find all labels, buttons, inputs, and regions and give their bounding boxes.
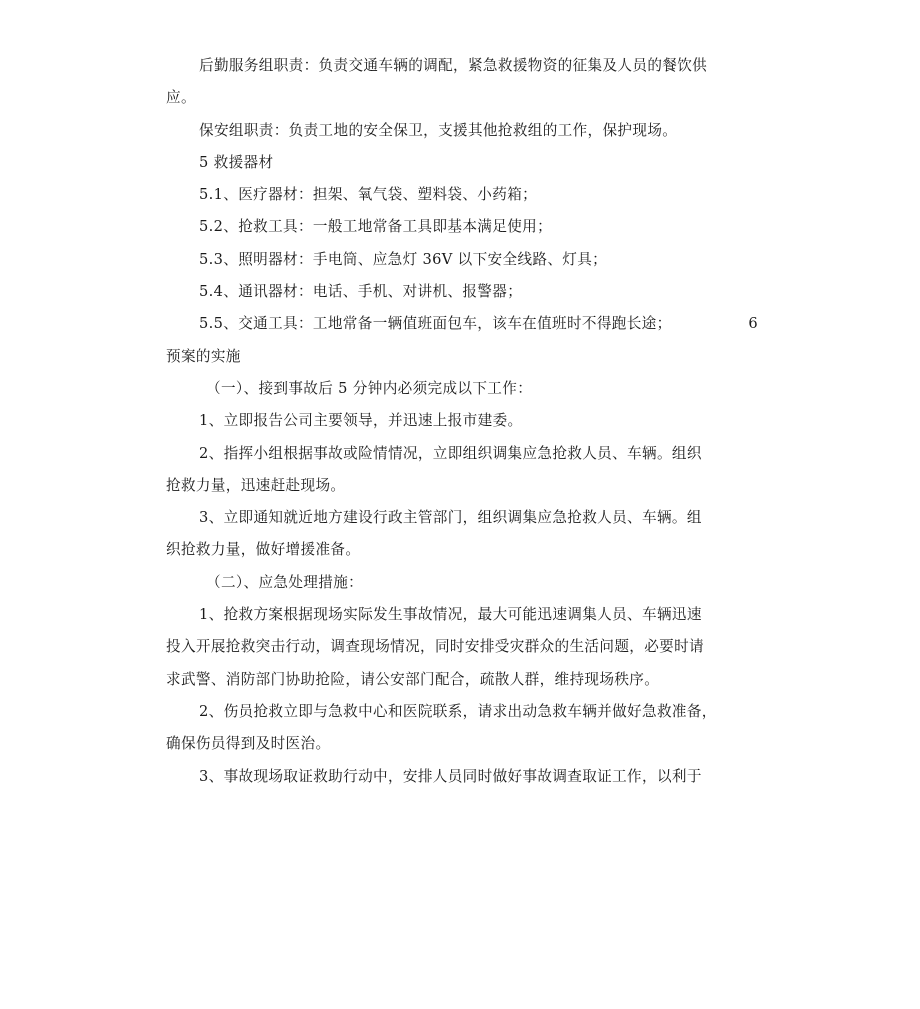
list-item-text: 5.5、交通工具：工地常备一辆值班面包车，该车在值班时不得跑长途；	[199, 315, 672, 333]
paragraph-line: 应。	[166, 89, 196, 107]
section-number: 6	[748, 315, 758, 333]
section-heading: 预案的实施	[166, 347, 241, 365]
list-item	[166, 308, 758, 340]
document-page	[166, 50, 758, 793]
paragraph-line: 1、抢救方案根据现场实际发生事故情况，最大可能迅速调集人员、车辆迅速	[199, 606, 702, 624]
list-item: 5.2、抢救工具：一般工地常备工具即基本满足使用；	[199, 218, 553, 236]
paragraph-line: 保安组职责：负责工地的安全保卫，支援其他抢救组的工作，保护现场。	[199, 121, 678, 139]
list-item: 5.1、医疗器材：担架、氧气袋、塑料袋、小药箱；	[199, 186, 538, 204]
subsection-heading: （二）、应急处理措施：	[206, 573, 364, 591]
section-heading: 5 救援器材	[199, 153, 274, 171]
subsection-heading: （一）、接到事故后 5 分钟内必须完成以下工作：	[206, 379, 533, 397]
paragraph-line: 求武警、消防部门协助抢险，请公安部门配合，疏散人群，维持现场秩序。	[166, 670, 660, 688]
paragraph-line: 确保伤员得到及时医治。	[166, 735, 331, 753]
list-item: 5.4、通讯器材：电话、手机、对讲机、报警器；	[199, 283, 523, 301]
paragraph-line: 1、立即报告公司主要领导，并迅速上报市建委。	[199, 412, 523, 430]
paragraph-line: 2、伤员抢救立即与急救中心和医院联系，请求出动急救车辆并做好急救准备，	[199, 702, 717, 720]
paragraph-line: 3、立即通知就近地方建设行政主管部门，组织调集应急抢救人员、车辆。组	[199, 509, 702, 527]
paragraph-line: 织抢救力量，做好增援准备。	[166, 541, 361, 559]
paragraph-line: 抢救力量，迅速赶赴现场。	[166, 476, 346, 494]
paragraph-line: 投入开展抢救突击行动，调查现场情况，同时安排受灾群众的生活问题，必要时请	[166, 638, 704, 656]
paragraph-line: 2、指挥小组根据事故或险情情况，立即组织调集应急抢救人员、车辆。组织	[199, 444, 702, 462]
list-item: 5.3、照明器材：手电筒、应急灯 36V 以下安全线路、灯具；	[199, 250, 608, 268]
paragraph-line: 3、事故现场取证救助行动中，安排人员同时做好事故调查取证工作，以利于	[199, 767, 702, 785]
paragraph-line: 后勤服务组职责：负责交通车辆的调配，紧急救援物资的征集及人员的餐饮供	[199, 57, 708, 74]
